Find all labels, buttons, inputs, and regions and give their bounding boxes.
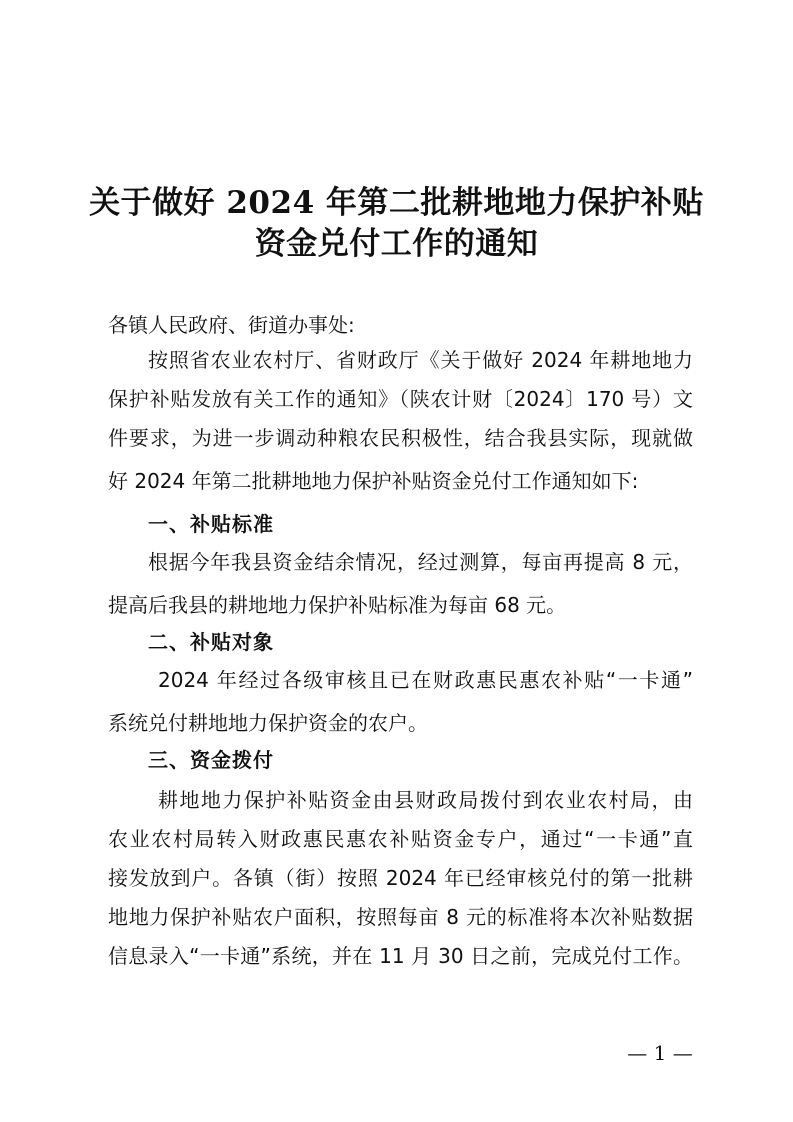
document-title-line-1: 关于做好 2024 年第二批耕地地力保护补贴 xyxy=(89,185,704,221)
page-number: — 1 — xyxy=(627,1041,693,1065)
intro-line: 保护补贴发放有关工作的通知》（陕农计财〔2024〕170 号）文 xyxy=(108,387,693,411)
intro-line: 件要求，为进一步调动种粮农民积极性，结合我县实际，现就做 xyxy=(108,426,693,450)
section-heading: 三、资金拨付 xyxy=(148,748,274,772)
section-heading: 二、补贴对象 xyxy=(148,630,274,654)
section-line: 接发放到户。各镇（街）按照 2024 年已经审核兑付的第一批耕 xyxy=(108,866,693,890)
document-title-line-2: 资金兑付工作的通知 xyxy=(254,226,539,262)
section-line: 农业农村局转入财政惠民惠农补贴资金专户，通过“一卡通”直 xyxy=(108,827,693,851)
section-line: 根据今年我县资金结余情况，经过测算，每亩再提高 8 元， xyxy=(148,550,693,574)
section-line: 提高后我县的耕地地力保护补贴标准为每亩 68 元。 xyxy=(108,593,567,617)
section-line: 2024 年经过各级审核且已在财政惠民惠农补贴“一卡通” xyxy=(158,668,693,692)
salutation: 各镇人民政府、街道办事处: xyxy=(108,313,355,337)
section-line: 信息录入“一卡通”系统，并在 11 月 30 日之前，完成兑付工作。 xyxy=(108,944,693,968)
intro-line: 好 2024 年第二批耕地地力保护补贴资金兑付工作通知如下: xyxy=(108,469,639,493)
section-heading: 一、补贴标准 xyxy=(148,512,274,536)
section-line: 耕地地力保护补贴资金由县财政局拨付到农业农村局，由 xyxy=(158,788,693,812)
section-line: 地地力保护补贴农户面积，按照每亩 8 元的标准将本次补贴数据 xyxy=(108,905,693,929)
intro-line: 按照省农业农村厅、省财政厅《关于做好 2024 年耕地地力 xyxy=(148,348,693,372)
section-line: 系统兑付耕地地力保护资金的农户。 xyxy=(108,711,428,735)
